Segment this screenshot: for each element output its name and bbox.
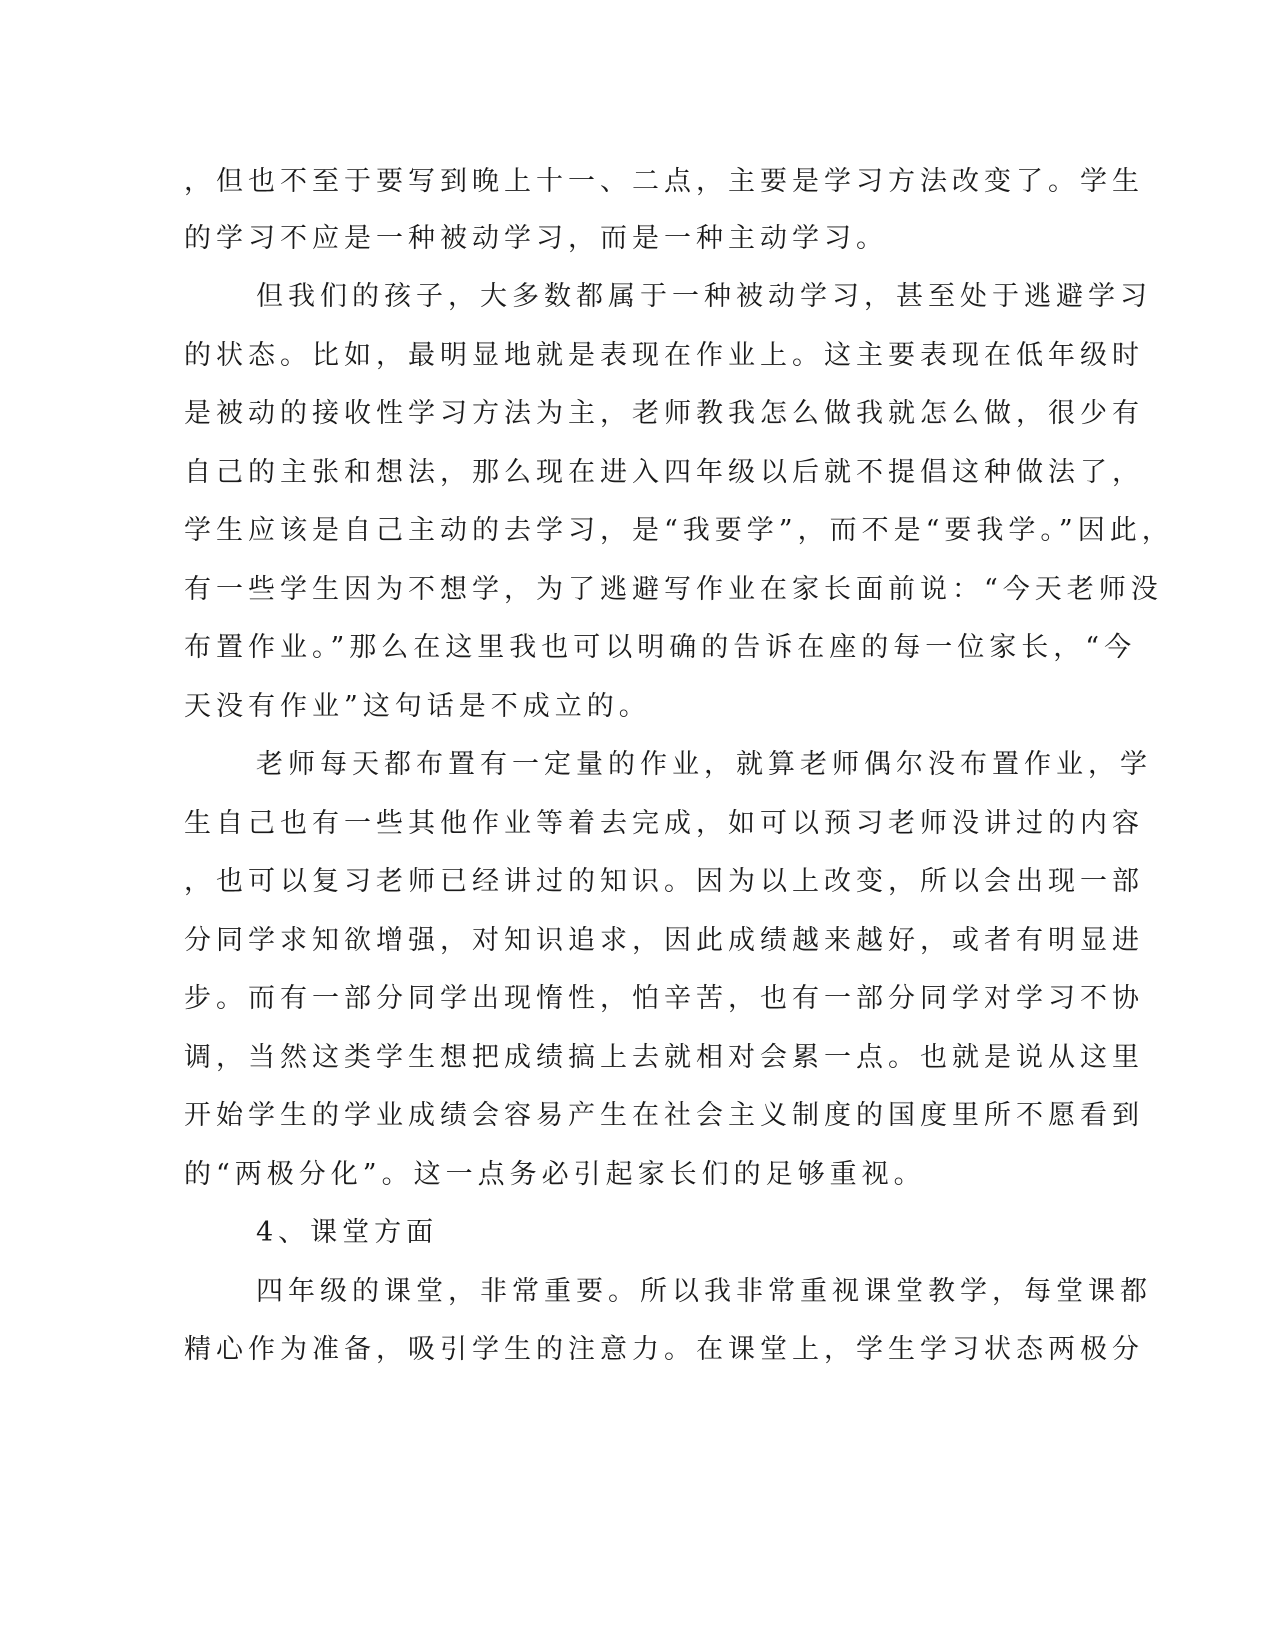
- text-line-18: 的“两极分化”。这一点务必引起家长们的足够重视。: [184, 1159, 926, 1190]
- paragraph-start-line-3: 但我们的孩子，大多数都属于一种被动学习，甚至处于逃避学习: [256, 281, 1152, 312]
- text-line-9: 布置作业。”那么在这里我也可以明确的告诉在座的每一位家长，“今: [184, 632, 1137, 663]
- text-line-4: 的状态。比如，最明显地就是表现在作业上。这主要表现在低年级时: [184, 340, 1144, 371]
- text-line-8: 有一些学生因为不想学，为了逃避写作业在家长面前说：“今天老师没: [184, 574, 1163, 605]
- text-line-17: 开始学生的学业成绩会容易产生在社会主义制度的国度里所不愿看到: [184, 1100, 1144, 1131]
- text-line-13: ，也可以复习老师已经讲过的知识。因为以上改变，所以会出现一部: [184, 866, 1144, 897]
- text-line-7: 学生应该是自己主动的去学习，是“我要学”，而不是“要我学。”因此，: [184, 515, 1174, 546]
- text-line-12: 生自己也有一些其他作业等着去完成，如可以预习老师没讲过的内容: [184, 808, 1144, 839]
- text-line-5: 是被动的接收性学习方法为主，老师教我怎么做我就怎么做，很少有: [184, 398, 1144, 429]
- text-line-2: 的学习不应是一种被动学习，而是一种主动学习。: [184, 223, 888, 254]
- section-heading: 4、课堂方面: [256, 1217, 439, 1248]
- text-line-15: 步。而有一部分同学出现惰性，怕辛苦，也有一部分同学对学习不协: [184, 983, 1144, 1014]
- text-line-21: 精心作为准备，吸引学生的注意力。在课堂上，学生学习状态两极分: [184, 1334, 1144, 1365]
- text-line-6: 自己的主张和想法，那么现在进入四年级以后就不提倡这种做法了，: [184, 457, 1144, 488]
- text-line-16: 调，当然这类学生想把成绩搞上去就相对会累一点。也就是说从这里: [184, 1042, 1144, 1073]
- paragraph-start-line-20: 四年级的课堂，非常重要。所以我非常重视课堂教学，每堂课都: [256, 1276, 1152, 1307]
- text-line-1: ，但也不至于要写到晚上十一、二点，主要是学习方法改变了。学生: [184, 166, 1144, 197]
- paragraph-start-line-11: 老师每天都布置有一定量的作业，就算老师偶尔没布置作业，学: [256, 749, 1152, 780]
- text-line-10: 天没有作业”这句话是不成立的。: [184, 691, 651, 722]
- text-line-14: 分同学求知欲增强，对知识追求，因此成绩越来越好，或者有明显进: [184, 925, 1144, 956]
